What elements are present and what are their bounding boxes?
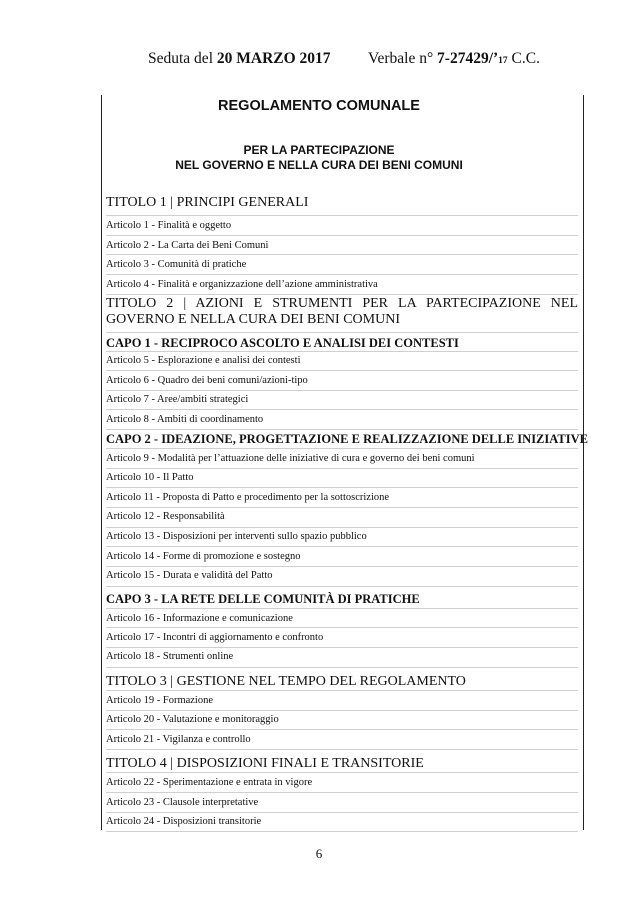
toc-articolo: Articolo 4 - Finalità e organizzazione dell’azione amministrativa	[106, 279, 378, 290]
row-divider	[106, 546, 578, 547]
toc-articolo: Articolo 2 - La Carta dei Beni Comuni	[106, 240, 269, 251]
toc-articolo: Articolo 5 - Esplorazione e analisi dei contesti	[106, 355, 301, 366]
toc-articolo: Articolo 3 - Comunità di pratiche	[106, 259, 247, 270]
verbale-suffix: C.C.	[507, 50, 540, 67]
seduta-prefix: Seduta del	[148, 50, 217, 67]
row-divider	[106, 409, 578, 410]
row-divider	[106, 566, 578, 567]
toc-articolo: Articolo 14 - Forme di promozione e sostegno	[106, 551, 301, 562]
toc-articolo: Articolo 24 - Disposizioni transitorie	[106, 816, 262, 827]
verbale-number: 7-27429/’	[437, 50, 499, 67]
row-divider	[106, 831, 578, 832]
row-divider	[106, 812, 578, 813]
toc-articolo: Articolo 17 - Incontri di aggiornamento e confronto	[106, 632, 324, 643]
document-title: REGOLAMENTO COMUNALE	[218, 98, 420, 114]
toc-articolo: Articolo 12 - Responsabilità	[106, 511, 225, 522]
row-divider	[106, 254, 578, 255]
row-divider	[106, 468, 578, 469]
row-divider	[106, 390, 578, 391]
row-divider	[106, 586, 578, 587]
seduta-date: 20 MARZO 2017	[216, 50, 331, 67]
toc-titolo: TITOLO 4 | DISPOSIZIONI FINALI E TRANSITORIE	[106, 756, 424, 771]
toc-articolo: Articolo 20 - Valutazione e monitoraggio	[106, 714, 279, 725]
toc-articolo: Articolo 1 - Finalità e oggetto	[106, 220, 232, 231]
row-divider	[106, 429, 578, 430]
toc-articolo: Articolo 10 - Il Patto	[106, 472, 194, 483]
row-divider	[106, 294, 578, 295]
seduta-label	[148, 50, 331, 68]
verbale-label	[368, 50, 540, 68]
verbale-prefix: Verbale n°	[368, 50, 438, 67]
toc-capo: CAPO 3 - LA RETE DELLE COMUNITÀ DI PRATICHE	[106, 592, 420, 606]
row-divider	[106, 627, 578, 628]
toc-articolo: Articolo 16 - Informazione e comunicazione	[106, 613, 293, 624]
row-divider	[106, 370, 578, 371]
row-divider	[106, 487, 578, 488]
row-divider	[106, 729, 578, 730]
document-subtitle-line1: PER LA PARTECIPAZIONE	[243, 143, 395, 157]
toc-titolo: TITOLO 3 | GESTIONE NEL TEMPO DEL REGOLAMENTO	[106, 674, 466, 689]
row-divider	[106, 507, 578, 508]
toc-articolo: Articolo 18 - Strumenti online	[106, 651, 234, 662]
toc-articolo: Articolo 19 - Formazione	[106, 695, 214, 706]
row-divider	[106, 772, 578, 773]
row-divider	[106, 690, 578, 691]
document-subtitle-line2: NEL GOVERNO E NELLA CURA DEI BENI COMUNI	[175, 158, 463, 172]
row-divider	[106, 332, 578, 333]
toc-articolo: Articolo 11 - Proposta di Patto e procedimento per la sottoscrizione	[106, 492, 390, 503]
toc-capo: CAPO 1 - RECIPROCO ASCOLTO E ANALISI DEI CONTESTI	[106, 336, 459, 350]
row-divider	[106, 792, 578, 793]
toc-articolo: Articolo 15 - Durata e validità del Patto	[106, 570, 273, 581]
row-divider	[106, 351, 578, 352]
toc-articolo: Articolo 23 - Clausole interpretative	[106, 797, 259, 808]
page-number: 6	[315, 846, 323, 861]
row-divider	[106, 710, 578, 711]
toc-articolo: Articolo 8 - Ambiti di coordinamento	[106, 414, 264, 425]
row-divider	[106, 608, 578, 609]
toc-titolo: TITOLO 2 | AZIONI E STRUMENTI PER LA PARTECIPAZIONE NEL GOVERNO E NELLA CURA DEI BENI COMUNI	[106, 296, 578, 327]
page-header	[0, 50, 638, 70]
row-divider	[106, 749, 578, 750]
row-divider	[106, 667, 578, 668]
row-divider	[106, 647, 578, 648]
toc-titolo: TITOLO 1 | PRINCIPI GENERALI	[106, 195, 309, 210]
toc-capo: CAPO 2 - IDEAZIONE, PROGETTAZIONE E REALIZZAZIONE DELLE INIZIATIVE	[106, 432, 588, 446]
toc-articolo: Articolo 22 - Sperimentazione e entrata in vigore	[106, 777, 313, 788]
row-divider	[106, 274, 578, 275]
row-divider	[106, 527, 578, 528]
row-divider	[106, 235, 578, 236]
toc-articolo: Articolo 9 - Modalità per l’attuazione delle iniziative di cura e governo dei beni comuni	[106, 453, 475, 464]
toc-articolo: Articolo 7 - Aree/ambiti strategici	[106, 394, 249, 405]
row-divider	[106, 448, 578, 449]
verbale-year: 17	[498, 56, 508, 66]
toc-articolo: Articolo 6 - Quadro dei beni comuni/azioni-tipo	[106, 375, 308, 386]
toc-articolo: Articolo 13 - Disposizioni per interventi sullo spazio pubblico	[106, 531, 367, 542]
row-divider	[106, 215, 578, 216]
toc-articolo: Articolo 21 - Vigilanza e controllo	[106, 734, 251, 745]
